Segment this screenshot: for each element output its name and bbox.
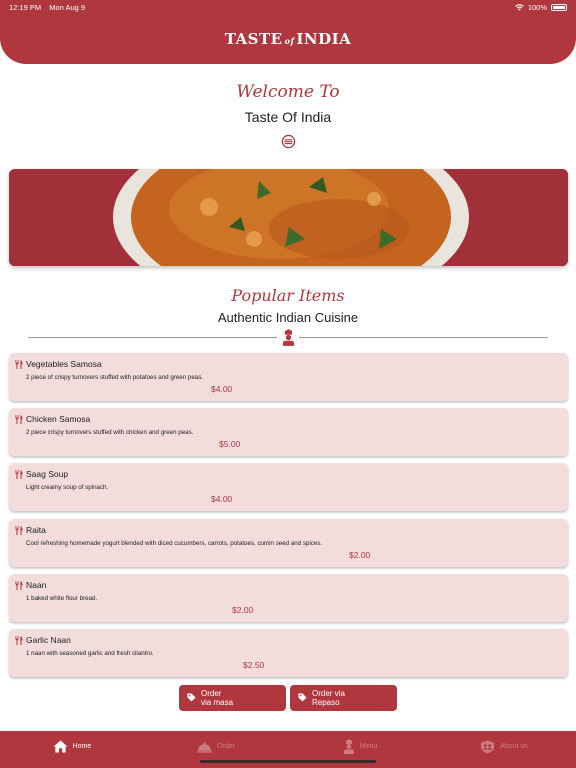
menu-item-description: 2 piece crispy turnovers stuffed with chicken and green peas. [26, 429, 194, 437]
menu-item-card[interactable] [9, 353, 568, 401]
popular-script-heading: Popular Items [231, 286, 345, 305]
menu-item-name: Saag Soup [26, 469, 69, 480]
tag-icon [187, 693, 196, 702]
chef-divider [28, 327, 548, 347]
status-time: 12:19 PM [9, 2, 42, 12]
menu-item-card[interactable] [9, 519, 568, 567]
menu-item-description: 2 piece of crispy turnovers stuffed with potatoes and green peas. [26, 374, 204, 381]
menu-item-name: Chicken Samosa [26, 414, 91, 425]
tab-about-us[interactable] [432, 731, 576, 768]
tab-order-label: Order [217, 743, 235, 750]
menu-list [9, 353, 568, 684]
menu-item-card[interactable] [9, 629, 568, 677]
cloche-icon [197, 741, 212, 753]
battery-icon [551, 4, 567, 11]
bottom-tab-bar [0, 731, 576, 768]
menu-item-price: $4.00 [211, 494, 233, 505]
menu-item-price: $2.00 [349, 549, 371, 560]
chef-icon [282, 329, 295, 346]
popular-section [0, 286, 576, 325]
popular-title: Authentic Indian Cuisine [217, 310, 359, 325]
food-banner-image [9, 169, 568, 266]
menu-item-card[interactable] [9, 574, 568, 622]
menu-item-card[interactable] [9, 408, 568, 456]
menu-item-card[interactable] [9, 463, 568, 511]
order-via-masa-button[interactable] [179, 685, 286, 711]
menu-item-description: 1 baked white flour bread. [26, 594, 98, 602]
menu-item-price: $2.00 [232, 604, 254, 615]
people-icon [480, 740, 495, 754]
home-indicator [200, 760, 376, 763]
fork-knife-icon [15, 415, 23, 424]
order-via-repaso-label: Order via Repaso [312, 688, 345, 707]
taste-of-india-logo: TASTE of INDIA [224, 30, 352, 48]
tab-home-label: Home [72, 743, 92, 750]
tag-icon [298, 693, 307, 702]
menu-item-description: Light creamy soup of spinach. [26, 484, 109, 492]
divider-line-right [299, 337, 548, 338]
status-bar [0, 0, 576, 14]
fork-knife-icon [15, 360, 23, 369]
fork-knife-icon [15, 636, 23, 645]
order-buttons [0, 685, 576, 711]
curry-bowl-image [9, 169, 568, 266]
ornament-icon [281, 134, 296, 149]
tab-about-us-label: About us [500, 743, 528, 750]
tab-home[interactable] [0, 731, 144, 768]
menu-item-price: $2.50 [243, 659, 265, 670]
wifi-icon [515, 4, 524, 11]
welcome-title: Taste Of India [244, 109, 332, 125]
tab-menu-label: Menu [359, 743, 378, 750]
menu-item-name: Garlic Naan [26, 634, 71, 645]
chef-icon [343, 739, 355, 754]
welcome-script-heading: Welcome To [236, 82, 340, 102]
battery-percent: 100% [527, 2, 547, 12]
menu-item-description: 1 naan with seasoned garlic and fresh cilantro. [26, 649, 154, 657]
menu-item-price: $4.00 [211, 384, 233, 394]
menu-item-name: Raita [26, 524, 46, 535]
menu-item-price: $5.00 [219, 439, 241, 450]
menu-item-description: Cool refreshing homemade yogurt blended with diced cucumbers, carrots, potatoes, cumin seed and spices. [26, 539, 323, 547]
order-via-masa-label: Order via masa [201, 688, 234, 707]
fork-knife-icon [15, 470, 23, 479]
divider-line-left [28, 337, 277, 338]
menu-item-name: Vegetables Samosa [26, 359, 102, 369]
menu-item-name: Naan [26, 579, 47, 590]
fork-knife-icon [15, 581, 23, 590]
home-icon [53, 740, 68, 753]
welcome-section [0, 82, 576, 149]
fork-knife-icon [15, 526, 23, 535]
order-via-repaso-button[interactable] [290, 685, 397, 711]
status-date: Mon Aug 9 [49, 2, 86, 12]
